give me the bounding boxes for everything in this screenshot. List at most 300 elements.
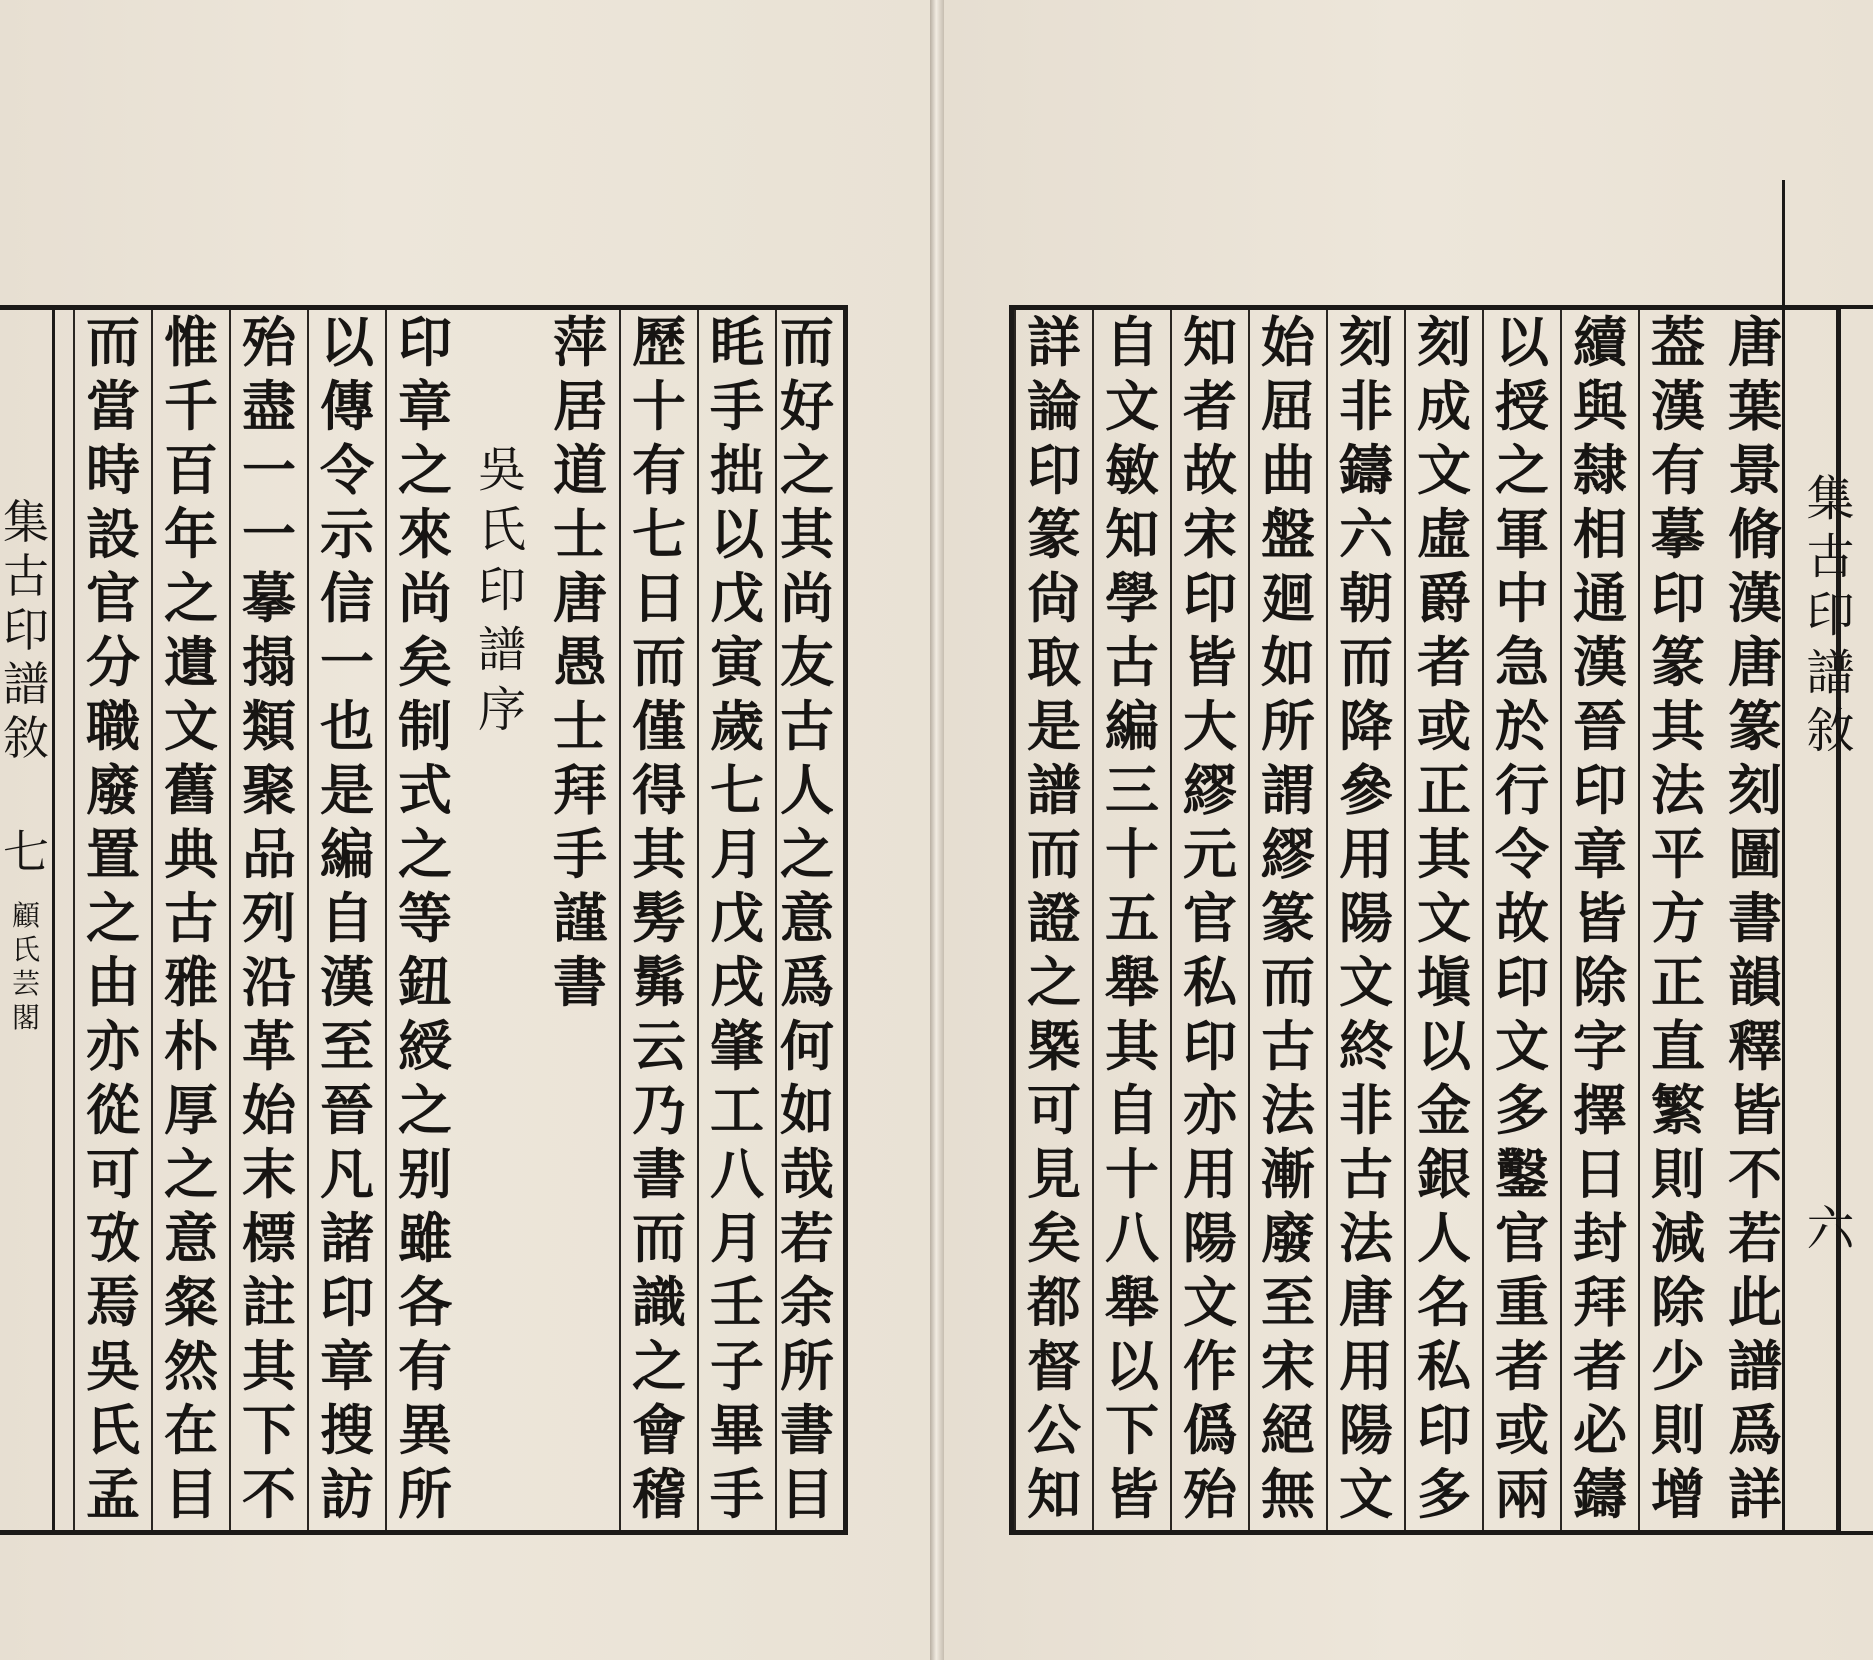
- text-column: [73, 310, 151, 1530]
- glyph: 所: [1261, 694, 1315, 758]
- glyph: 信: [320, 566, 374, 630]
- glyph: 歷: [632, 310, 686, 374]
- glyph: 參: [1339, 758, 1393, 822]
- glyph: 凡: [320, 1142, 374, 1206]
- glyph: 急: [1495, 630, 1549, 694]
- glyph: 鈕: [398, 950, 452, 1014]
- glyph: 與: [1573, 374, 1627, 438]
- glyph: 此: [1728, 1270, 1782, 1334]
- glyph: 金: [1417, 1078, 1471, 1142]
- section-heading: [463, 310, 541, 1530]
- glyph: 而: [86, 310, 140, 374]
- glyph: 亦: [86, 1014, 140, 1078]
- glyph: 章: [320, 1334, 374, 1398]
- glyph: 之: [780, 822, 834, 886]
- glyph: 唐: [1728, 630, 1782, 694]
- text-column: [1638, 310, 1716, 1530]
- glyph: 文: [164, 694, 218, 758]
- glyph: 孟: [86, 1462, 140, 1526]
- glyph: 式: [398, 758, 452, 822]
- glyph: 士: [553, 694, 607, 758]
- glyph: 無: [1261, 1462, 1315, 1526]
- glyph: 也: [320, 694, 374, 758]
- glyph: 矣: [398, 630, 452, 694]
- glyph: 非: [1339, 1078, 1393, 1142]
- glyph: 篆: [1261, 886, 1315, 950]
- glyph: 别: [398, 1142, 452, 1206]
- glyph: 訪: [320, 1462, 374, 1526]
- glyph: 其: [632, 822, 686, 886]
- glyph: 工: [710, 1078, 764, 1142]
- glyph: 葢: [1651, 310, 1705, 374]
- glyph: 皆: [1728, 1078, 1782, 1142]
- glyph: 公: [1027, 1398, 1081, 1462]
- text-column: [1482, 310, 1560, 1530]
- glyph: 之: [164, 566, 218, 630]
- text-column: [1092, 310, 1170, 1530]
- glyph: 拙: [710, 438, 764, 502]
- glyph: 末: [242, 1142, 296, 1206]
- glyph: 集: [1806, 471, 1855, 527]
- glyph: 或: [1417, 694, 1471, 758]
- glyph: 令: [1495, 822, 1549, 886]
- glyph: 印: [1651, 566, 1705, 630]
- glyph: 舉: [1105, 950, 1159, 1014]
- glyph: 之: [1495, 438, 1549, 502]
- glyph: 稽: [632, 1462, 686, 1526]
- glyph: 髴: [632, 950, 686, 1014]
- glyph: 編: [1105, 694, 1159, 758]
- glyph: 品: [242, 822, 296, 886]
- glyph: 刻: [1417, 310, 1471, 374]
- glyph: 鑄: [1573, 1462, 1627, 1526]
- glyph: 日: [1573, 1142, 1627, 1206]
- glyph: 文: [1183, 1270, 1237, 1334]
- glyph: 成: [1417, 374, 1471, 438]
- glyph: 五: [1105, 886, 1159, 950]
- glyph: 不: [1728, 1142, 1782, 1206]
- glyph: 廻: [1261, 566, 1315, 630]
- glyph: 其: [780, 502, 834, 566]
- glyph: 知: [1183, 310, 1237, 374]
- leaf-number-text: 六: [1806, 1201, 1855, 1257]
- glyph: 印: [1495, 950, 1549, 1014]
- glyph: 行: [1495, 758, 1549, 822]
- glyph: 者: [1183, 374, 1237, 438]
- glyph: 十: [1105, 822, 1159, 886]
- glyph: 書: [553, 950, 607, 1014]
- text-column: [1014, 310, 1092, 1530]
- glyph: 六: [1339, 502, 1393, 566]
- glyph: 篆: [1651, 630, 1705, 694]
- glyph: 歲: [710, 694, 764, 758]
- glyph: 文: [1339, 1462, 1393, 1526]
- glyph: 印: [1573, 758, 1627, 822]
- glyph: 殆: [1183, 1462, 1237, 1526]
- glyph: 相: [1573, 502, 1627, 566]
- glyph: 壬: [710, 1270, 764, 1334]
- glyph: 聚: [242, 758, 296, 822]
- glyph: 繆: [1183, 758, 1237, 822]
- glyph: 書: [632, 1142, 686, 1206]
- glyph: 印: [1417, 1398, 1471, 1462]
- text-column: [385, 310, 463, 1530]
- glyph: 當: [86, 374, 140, 438]
- glyph: 從: [86, 1078, 140, 1142]
- glyph: 爲: [1728, 1398, 1782, 1462]
- glyph: 印: [1806, 587, 1855, 643]
- glyph: 氏: [477, 502, 526, 558]
- glyph: 法: [1339, 1206, 1393, 1270]
- glyph: 然: [164, 1334, 218, 1398]
- glyph: 以: [1105, 1334, 1159, 1398]
- glyph: 景: [1728, 438, 1782, 502]
- glyph: 陽: [1339, 886, 1393, 950]
- glyph: 刻: [1339, 310, 1393, 374]
- glyph: 封: [1573, 1206, 1627, 1270]
- glyph: 督: [1027, 1334, 1081, 1398]
- leaf-number-text: 七: [3, 825, 49, 879]
- glyph: 印: [3, 603, 49, 657]
- glyph: 寅: [710, 630, 764, 694]
- glyph: 手: [710, 374, 764, 438]
- glyph: 除: [1573, 950, 1627, 1014]
- glyph: 者: [1573, 1334, 1627, 1398]
- glyph: 而: [780, 310, 834, 374]
- glyph: 居: [553, 374, 607, 438]
- glyph: 印: [1183, 1014, 1237, 1078]
- glyph: 由: [86, 950, 140, 1014]
- glyph: 尙: [1027, 566, 1081, 630]
- glyph: 盡: [242, 374, 296, 438]
- glyph: 各: [398, 1270, 452, 1334]
- glyph: 敏: [1105, 438, 1159, 502]
- glyph: 好: [780, 374, 834, 438]
- glyph: 鑿: [1495, 1142, 1549, 1206]
- glyph: 印: [1027, 438, 1081, 502]
- glyph: 廢: [86, 758, 140, 822]
- glyph: 而: [632, 1206, 686, 1270]
- glyph: 一: [242, 502, 296, 566]
- glyph: 何: [780, 1014, 834, 1078]
- glyph: 兩: [1495, 1462, 1549, 1526]
- glyph: 印: [320, 1270, 374, 1334]
- glyph: 平: [1651, 822, 1705, 886]
- glyph: 手: [710, 1462, 764, 1526]
- glyph: 其: [1417, 822, 1471, 886]
- glyph: 方: [1651, 886, 1705, 950]
- glyph: 舉: [1105, 1270, 1159, 1334]
- left-page: [0, 0, 930, 1660]
- glyph: 而: [1027, 822, 1081, 886]
- glyph: 正: [1417, 758, 1471, 822]
- glyph: 之: [86, 886, 140, 950]
- glyph: 非: [1339, 374, 1393, 438]
- text-column: [619, 310, 697, 1530]
- glyph: 之: [398, 822, 452, 886]
- glyph: 愚: [553, 630, 607, 694]
- glyph: 拜: [553, 758, 607, 822]
- glyph: 自: [320, 886, 374, 950]
- glyph: 所: [398, 1462, 452, 1526]
- glyph: 譜: [1806, 645, 1855, 701]
- glyph: 官: [1183, 886, 1237, 950]
- glyph: 朴: [164, 1014, 218, 1078]
- glyph: 示: [320, 502, 374, 566]
- glyph: 文: [1495, 1014, 1549, 1078]
- glyph: 除: [1651, 1270, 1705, 1334]
- glyph: 傳: [320, 374, 374, 438]
- glyph: 論: [1027, 374, 1081, 438]
- glyph: 列: [242, 886, 296, 950]
- glyph: 眊: [710, 310, 764, 374]
- glyph: 千: [164, 374, 218, 438]
- glyph: 而: [632, 630, 686, 694]
- glyph: 至: [1261, 1270, 1315, 1334]
- glyph: 有: [1651, 438, 1705, 502]
- glyph: 韻: [1728, 950, 1782, 1014]
- glyph: 譜: [477, 622, 526, 678]
- glyph: 名: [1417, 1270, 1471, 1334]
- text-column: [229, 310, 307, 1530]
- glyph: 在: [164, 1398, 218, 1462]
- text-column: [775, 310, 837, 1530]
- glyph: 於: [1495, 694, 1549, 758]
- glyph: 之: [1027, 950, 1081, 1014]
- glyph: 虛: [1417, 502, 1471, 566]
- glyph: 擇: [1573, 1078, 1627, 1142]
- glyph: 古: [164, 886, 218, 950]
- glyph: 古: [1105, 630, 1159, 694]
- glyph: 繆: [1261, 822, 1315, 886]
- glyph: 者: [1417, 630, 1471, 694]
- glyph: 人: [1417, 1206, 1471, 1270]
- glyph: 編: [320, 822, 374, 886]
- glyph: 典: [164, 822, 218, 886]
- glyph: 厚: [164, 1078, 218, 1142]
- glyph: 其: [1105, 1014, 1159, 1078]
- glyph: 下: [1105, 1398, 1159, 1462]
- glyph: 詳: [1728, 1462, 1782, 1526]
- text-column: [307, 310, 385, 1530]
- glyph: 矣: [1027, 1206, 1081, 1270]
- glyph: 若: [1728, 1206, 1782, 1270]
- glyph: 搨: [242, 630, 296, 694]
- glyph: 一: [320, 630, 374, 694]
- glyph: 至: [320, 1014, 374, 1078]
- glyph: 見: [1027, 1142, 1081, 1206]
- glyph: 自: [1105, 1078, 1159, 1142]
- glyph: 陽: [1183, 1206, 1237, 1270]
- glyph: 以: [1417, 1014, 1471, 1078]
- glyph: 增: [1651, 1462, 1705, 1526]
- glyph: 八: [710, 1142, 764, 1206]
- glyph: 雖: [398, 1206, 452, 1270]
- glyph: 七: [632, 502, 686, 566]
- glyph: 私: [1183, 950, 1237, 1014]
- glyph: 而: [1261, 950, 1315, 1014]
- glyph: 芸: [11, 967, 40, 1000]
- glyph: 絕: [1261, 1398, 1315, 1462]
- glyph: 通: [1573, 566, 1627, 630]
- glyph: 目: [780, 1462, 834, 1526]
- glyph: 人: [780, 758, 834, 822]
- glyph: 故: [1183, 438, 1237, 502]
- glyph: 而: [1339, 630, 1393, 694]
- glyph: 分: [86, 630, 140, 694]
- glyph: 舊: [164, 758, 218, 822]
- glyph: 其: [1651, 694, 1705, 758]
- glyph: 十: [632, 374, 686, 438]
- glyph: 文: [1417, 438, 1471, 502]
- glyph: 氏: [86, 1398, 140, 1462]
- glyph: 唐: [1339, 1270, 1393, 1334]
- glyph: 大: [1183, 694, 1237, 758]
- glyph: 友: [780, 630, 834, 694]
- glyph: 證: [1027, 886, 1081, 950]
- glyph: 其: [242, 1334, 296, 1398]
- glyph: 尚: [780, 566, 834, 630]
- glyph: 月: [710, 1206, 764, 1270]
- glyph: 八: [1105, 1206, 1159, 1270]
- glyph: 尚: [398, 566, 452, 630]
- glyph: 印: [477, 562, 526, 618]
- glyph: 漢: [1651, 374, 1705, 438]
- glyph: 序: [477, 682, 526, 738]
- glyph: 官: [1495, 1206, 1549, 1270]
- glyph: 作: [1183, 1334, 1237, 1398]
- glyph: 爲: [780, 950, 834, 1014]
- glyph: 官: [86, 566, 140, 630]
- glyph: 哉: [780, 1142, 834, 1206]
- glyph: 顧: [11, 899, 40, 932]
- glyph: 則: [1651, 1142, 1705, 1206]
- glyph: 用: [1339, 1334, 1393, 1398]
- glyph: 令: [320, 438, 374, 502]
- glyph: 宋: [1183, 502, 1237, 566]
- glyph: 繁: [1651, 1078, 1705, 1142]
- glyph: 之: [632, 1334, 686, 1398]
- glyph: 得: [632, 758, 686, 822]
- glyph: 曲: [1261, 438, 1315, 502]
- glyph: 多: [1417, 1462, 1471, 1526]
- glyph: 譜: [1027, 758, 1081, 822]
- glyph: 刻: [1728, 758, 1782, 822]
- glyph: 都: [1027, 1270, 1081, 1334]
- glyph: 故: [1495, 886, 1549, 950]
- glyph: 是: [1027, 694, 1081, 758]
- glyph: 焉: [86, 1270, 140, 1334]
- glyph: 譜: [3, 657, 49, 711]
- right-banxin: [1782, 180, 1873, 1535]
- glyph: 所: [780, 1334, 834, 1398]
- glyph: 文: [1339, 950, 1393, 1014]
- glyph: 異: [398, 1398, 452, 1462]
- glyph: 槩: [1027, 1014, 1081, 1078]
- glyph: 盤: [1261, 502, 1315, 566]
- glyph: 來: [398, 502, 452, 566]
- glyph: 學: [1105, 566, 1159, 630]
- banxin-rule: [1782, 1531, 1873, 1535]
- glyph: 印: [1183, 566, 1237, 630]
- glyph: 塡: [1417, 950, 1471, 1014]
- glyph: 鑄: [1339, 438, 1393, 502]
- glyph: 年: [164, 502, 218, 566]
- glyph: 僞: [1183, 1398, 1237, 1462]
- glyph: 會: [632, 1398, 686, 1462]
- glyph: 有: [632, 438, 686, 502]
- glyph: 僅: [632, 694, 686, 758]
- glyph: 下: [242, 1398, 296, 1462]
- glyph: 降: [1339, 694, 1393, 758]
- glyph: 重: [1495, 1270, 1549, 1334]
- glyph: 字: [1573, 1014, 1627, 1078]
- glyph: 惟: [164, 310, 218, 374]
- glyph: 髣: [632, 886, 686, 950]
- glyph: 多: [1495, 1078, 1549, 1142]
- glyph: 拜: [1573, 1270, 1627, 1334]
- banxin-rule: [1782, 305, 1873, 309]
- glyph: 註: [242, 1270, 296, 1334]
- text-column: [151, 310, 229, 1530]
- glyph: 有: [398, 1334, 452, 1398]
- leaf-number: [1801, 1200, 1861, 1258]
- text-column: [697, 310, 775, 1530]
- glyph: 廢: [1261, 1206, 1315, 1270]
- glyph: 月: [710, 822, 764, 886]
- glyph: 是: [320, 758, 374, 822]
- glyph: 謹: [553, 886, 607, 950]
- glyph: 唐: [553, 566, 607, 630]
- glyph: 時: [86, 438, 140, 502]
- glyph: 漢: [1573, 630, 1627, 694]
- glyph: 戊: [710, 886, 764, 950]
- glyph: 始: [1261, 310, 1315, 374]
- glyph: 漸: [1261, 1142, 1315, 1206]
- book-gutter: [930, 0, 944, 1660]
- glyph: 之: [780, 438, 834, 502]
- glyph: 文: [1417, 886, 1471, 950]
- glyph: 古: [1806, 529, 1855, 585]
- glyph: 士: [553, 502, 607, 566]
- right-text-frame: [1009, 305, 1841, 1535]
- glyph: 古: [1339, 1142, 1393, 1206]
- text-column: [1560, 310, 1638, 1530]
- glyph: 終: [1339, 1014, 1393, 1078]
- glyph: 正: [1651, 950, 1705, 1014]
- glyph: 標: [242, 1206, 296, 1270]
- glyph: 三: [1105, 758, 1159, 822]
- glyph: 私: [1417, 1334, 1471, 1398]
- glyph: 十: [1105, 1142, 1159, 1206]
- glyph: 乃: [632, 1078, 686, 1142]
- glyph: 法: [1261, 1078, 1315, 1142]
- glyph: 則: [1651, 1398, 1705, 1462]
- glyph: 之: [164, 1142, 218, 1206]
- glyph: 漢: [320, 950, 374, 1014]
- glyph: 若: [780, 1206, 834, 1270]
- glyph: 晉: [1573, 694, 1627, 758]
- glyph: 遺: [164, 630, 218, 694]
- glyph: 爵: [1417, 566, 1471, 630]
- glyph: 用: [1339, 822, 1393, 886]
- glyph: 始: [242, 1078, 296, 1142]
- left-text-frame: [0, 305, 848, 1535]
- glyph: 軍: [1495, 502, 1549, 566]
- glyph: 搜: [320, 1398, 374, 1462]
- glyph: 集: [3, 495, 49, 549]
- glyph: 唐: [1728, 310, 1782, 374]
